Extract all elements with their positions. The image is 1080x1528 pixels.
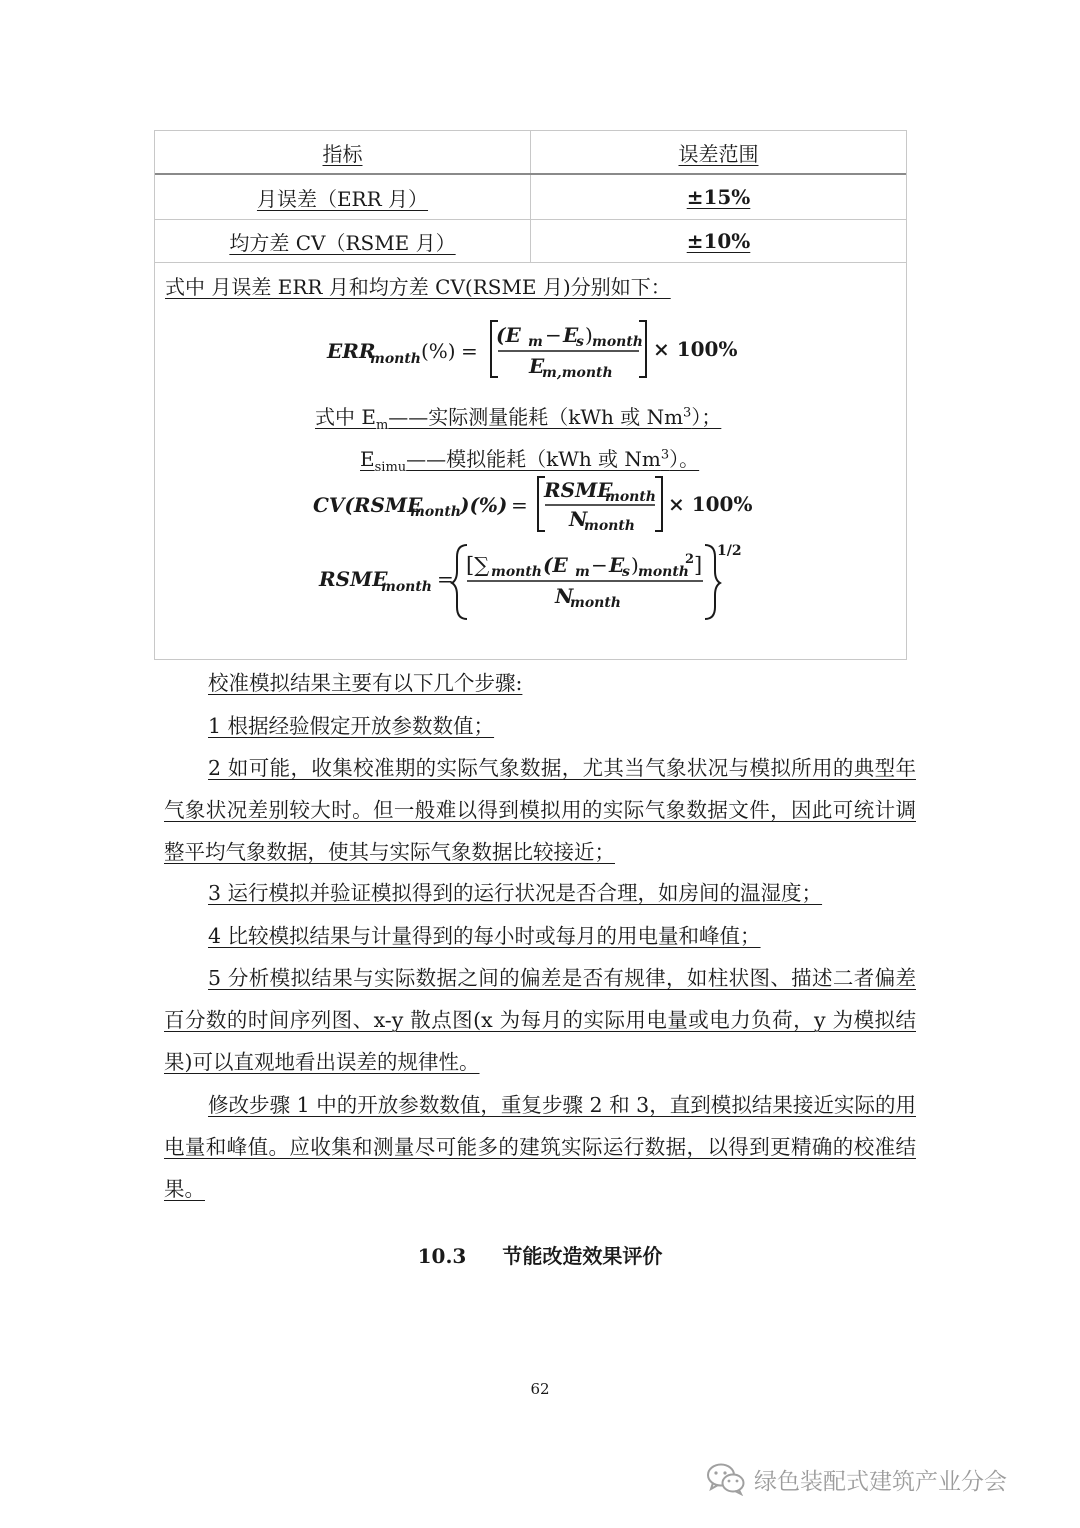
svg-text:month: month bbox=[491, 564, 542, 580]
svg-text:2: 2 bbox=[685, 552, 695, 567]
svg-text:=: = bbox=[437, 567, 454, 591]
svg-text:N: N bbox=[555, 584, 574, 608]
table-header-range: 误差范围 bbox=[678, 141, 759, 166]
steps-intro: 校准模拟结果主要有以下几个步骤: bbox=[208, 671, 523, 695]
svg-text:month: month bbox=[381, 579, 432, 595]
svg-text:month: month bbox=[410, 504, 461, 520]
svg-text:): ) bbox=[631, 553, 639, 577]
formula-block bbox=[155, 131, 906, 659]
rsme-formula bbox=[318, 543, 742, 619]
watermark bbox=[706, 1462, 1007, 1496]
svg-text:]: ] bbox=[694, 553, 703, 577]
svg-text:month: month bbox=[638, 564, 689, 580]
definition-em: 式中 $E_m——$实际测量能耗（kWh 或 Nm$^3$）； bbox=[315, 405, 722, 433]
watermark-text: 绿色装配式建筑产业分会 bbox=[754, 1468, 1007, 1495]
svg-text:=: = bbox=[461, 339, 478, 363]
step-2: 2 如可能，收集校准期的实际气象数据，尤其当气象状况与模拟所用的典型年气象状况差别较大时。但一般难以得到模拟用的实际气象数据文件，因此可统计调整平均气象数据，使其与实际气象数据比较接近； bbox=[164, 756, 916, 864]
criteria-table bbox=[154, 130, 907, 660]
step-5: 5 分析模拟结果与实际数据之间的偏差是否有规律，如柱状图、描述二者偏差百分数的时间序列图、x-y 散点图(x 为每月的实际用电量或电力负荷，y 为模拟结果)可以直观地看出误差的规律性。 bbox=[164, 966, 916, 1074]
svg-text:E: E bbox=[609, 553, 625, 577]
svg-text:s: s bbox=[622, 564, 630, 580]
section-heading bbox=[0, 1240, 1080, 1269]
svg-text:month: month bbox=[570, 595, 621, 611]
svg-text:(E: (E bbox=[496, 323, 521, 347]
section-number: 10.3 bbox=[417, 1244, 467, 1268]
svg-text:1/2: 1/2 bbox=[717, 543, 742, 559]
definition-esimu: $E_{simu}——$模拟能耗（kWh 或 Nm$^3$）。 bbox=[360, 447, 700, 475]
table-header-indicator: 指标 bbox=[155, 131, 531, 173]
table-cell-range: ±10% bbox=[686, 229, 751, 253]
table-cell-range: ±15% bbox=[686, 185, 751, 209]
svg-text:[∑: [∑ bbox=[466, 553, 490, 577]
svg-text:(E: (E bbox=[543, 553, 568, 577]
section-title: 节能改造效果评价 bbox=[502, 1244, 663, 1268]
svg-text:RSME: RSME bbox=[319, 567, 388, 591]
svg-text:E: E bbox=[563, 323, 579, 347]
svg-text:ERR: ERR bbox=[327, 339, 376, 363]
svg-text:m,month: m,month bbox=[542, 365, 613, 381]
step-3: 3 运行模拟并验证模拟得到的运行状况是否合理，如房间的温湿度； bbox=[208, 881, 823, 905]
svg-text:)(%): )(%) bbox=[460, 493, 508, 517]
svg-text:RSME: RSME bbox=[544, 478, 613, 502]
svg-text:month: month bbox=[584, 518, 635, 534]
svg-text:=: = bbox=[511, 493, 528, 517]
table-cell-name: 均方差 CV（RSME 月） bbox=[155, 220, 531, 262]
table-cell-name: 月误差（ERR 月） bbox=[155, 175, 531, 219]
svg-text:month: month bbox=[370, 351, 421, 367]
formula-intro-note: 式中 月误差 ERR 月和均方差 CV(RSME 月)分别如下： bbox=[165, 275, 671, 299]
svg-text:m: m bbox=[528, 334, 543, 350]
cv-formula bbox=[313, 477, 752, 534]
svg-text:month: month bbox=[605, 489, 656, 505]
svg-text:s: s bbox=[576, 334, 584, 350]
svg-text:−: − bbox=[591, 553, 608, 577]
svg-text:−: − bbox=[545, 323, 562, 347]
svg-text:N: N bbox=[569, 507, 588, 531]
svg-text:E: E bbox=[529, 354, 545, 378]
svg-text:month: month bbox=[592, 334, 643, 350]
svg-text:(%): (%) bbox=[421, 339, 456, 363]
svg-text:× 100%: × 100% bbox=[653, 337, 738, 361]
wechat-icon bbox=[706, 1462, 746, 1496]
svg-text:m: m bbox=[575, 564, 590, 580]
page-number: 62 bbox=[530, 1380, 550, 1398]
svg-text:× 100%: × 100% bbox=[668, 492, 753, 516]
err-formula bbox=[326, 321, 737, 381]
svg-text:): ) bbox=[585, 323, 593, 347]
closing-paragraph: 修改步骤 1 中的开放参数数值，重复步骤 2 和 3，直到模拟结果接近实际的用电量和峰值。应收集和测量尽可能多的建筑实际运行数据，以得到更精确的校准结果。 bbox=[164, 1093, 916, 1201]
step-1: 1 根据经验假定开放参数数值； bbox=[208, 714, 495, 738]
svg-text:CV(RSME: CV(RSME bbox=[313, 493, 423, 517]
step-4: 4 比较模拟结果与计量得到的每小时或每月的用电量和峰值； bbox=[208, 924, 761, 948]
